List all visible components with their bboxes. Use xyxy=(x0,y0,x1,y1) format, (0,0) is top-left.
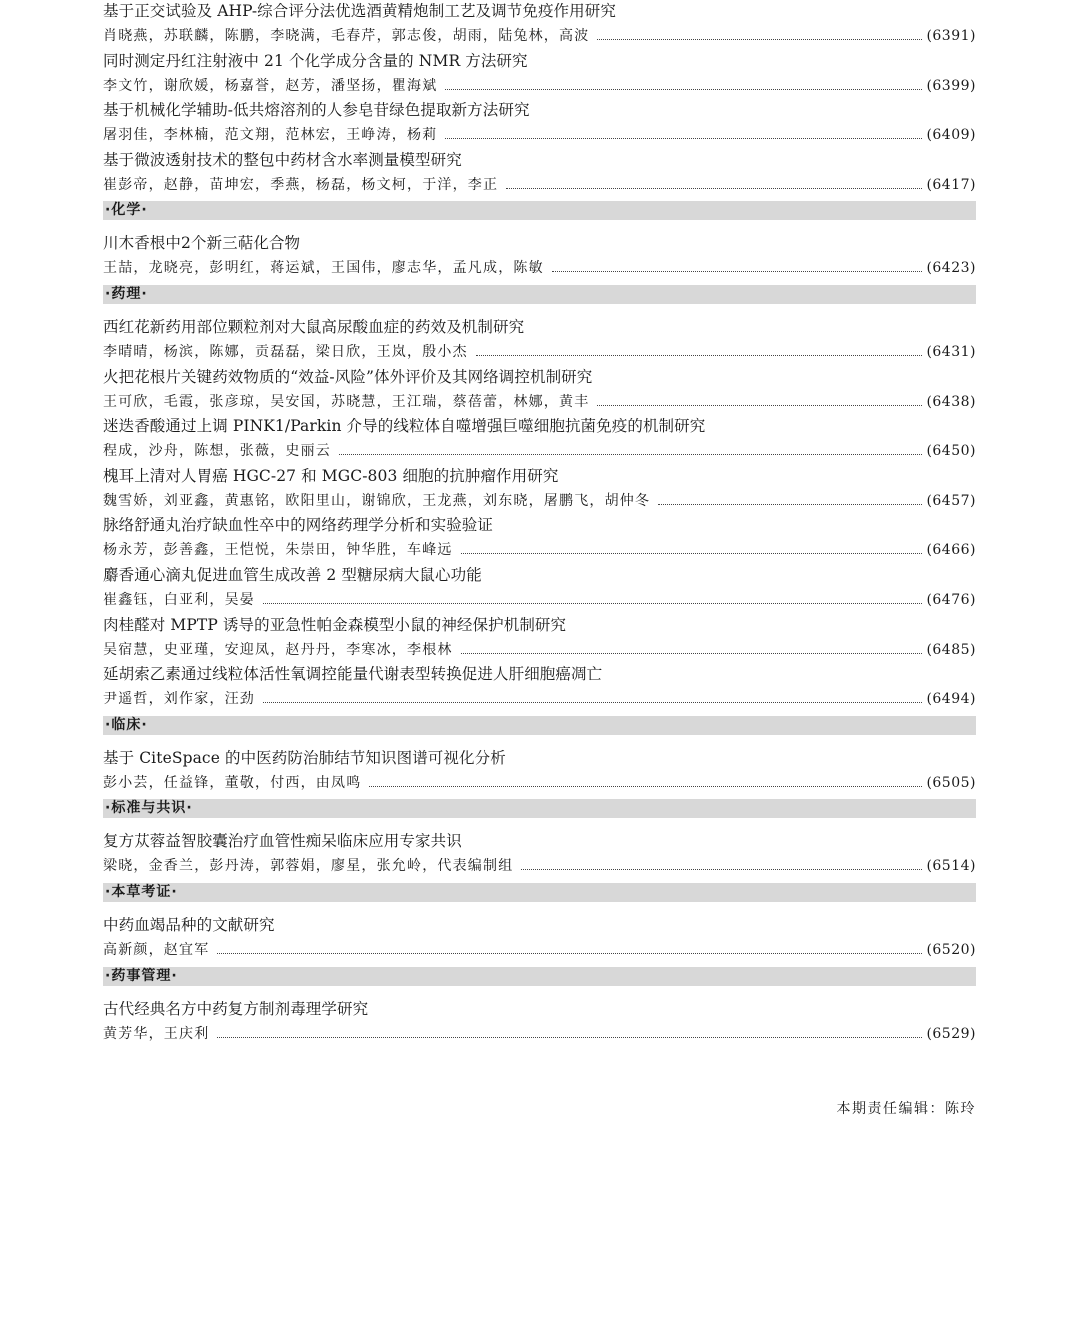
page-number: (6529) xyxy=(926,1025,976,1042)
author-line xyxy=(103,1024,976,1044)
author-line xyxy=(103,76,976,96)
dot-leader xyxy=(445,137,922,139)
article-authors: 屠羽佳，李林楠，范文翔，范林宏，王峥涛，杨莉 xyxy=(103,127,438,144)
page-number: (6520) xyxy=(926,941,976,958)
author-line xyxy=(103,441,976,461)
dot-leader xyxy=(369,785,922,787)
toc-entry[interactable] xyxy=(103,149,976,199)
page-number: (6423) xyxy=(926,260,976,277)
author-line xyxy=(103,540,976,560)
article-title[interactable]: 肉桂醛对 MPTP 诱导的亚急性帕金森模型小鼠的神经保护机制研究 xyxy=(103,615,567,634)
dot-leader xyxy=(217,952,922,954)
dot-leader xyxy=(217,1036,922,1038)
toc-entry[interactable] xyxy=(103,514,976,564)
article-title[interactable]: 中药血竭品种的文献研究 xyxy=(103,915,275,934)
article-authors: 高新颜，赵宜军 xyxy=(103,941,210,958)
page-number: (6514) xyxy=(926,858,976,875)
page-number: (6505) xyxy=(926,774,976,791)
dot-leader xyxy=(461,552,923,554)
page-number: (6457) xyxy=(926,492,976,509)
page-number: (6431) xyxy=(926,343,976,360)
toc-entry[interactable] xyxy=(103,614,976,664)
article-title[interactable]: 延胡索乙素通过线粒体活性氧调控能量代谢表型转换促进人肝细胞癌凋亡 xyxy=(103,665,603,684)
toc-entry[interactable] xyxy=(103,50,976,100)
article-title[interactable]: 麝香通心滴丸促进血管生成改善 2 型糖尿病大鼠心功能 xyxy=(103,565,482,584)
article-authors: 梁晓，金香兰，彭丹涛，郭蓉娟，廖星，张允岭，代表编制组 xyxy=(103,858,514,875)
article-title[interactable]: 同时测定丹红注射液中 21 个化学成分含量的 NMR 方法研究 xyxy=(103,51,528,70)
author-line xyxy=(103,856,976,876)
dot-leader xyxy=(461,652,923,654)
section-header: ·药理· xyxy=(103,285,976,304)
article-authors: 肖晓燕，苏联麟，陈鹏，李晓满，毛春芹，郭志俊，胡雨，陆兔林，高波 xyxy=(103,28,590,44)
dot-leader xyxy=(658,503,922,505)
toc-entry[interactable] xyxy=(103,366,976,416)
toc-entry[interactable] xyxy=(103,465,976,515)
article-authors: 吴宿慧，史亚瑾，安迎凤，赵丹丹，李寒冰，李根林 xyxy=(103,641,453,658)
article-title[interactable]: 基于正交试验及 AHP-综合评分法优选酒黄精炮制工艺及调节免疫作用研究 xyxy=(103,2,616,20)
article-authors: 崔鑫钰，白亚利，吴晏 xyxy=(103,591,255,608)
article-authors: 王喆，龙晓亮，彭明红，蒋运斌，王国伟，廖志华，孟凡成，陈敏 xyxy=(103,260,544,277)
article-title[interactable]: 基于微波透射技术的整包中药材含水率测量模型研究 xyxy=(103,150,462,169)
toc-entry[interactable] xyxy=(103,316,976,366)
section-header: ·标准与共识· xyxy=(103,799,976,818)
author-line xyxy=(103,640,976,660)
dot-leader xyxy=(521,868,922,870)
article-title[interactable]: 古代经典名方中药复方制剂毒理学研究 xyxy=(103,999,369,1018)
page-number: (6438) xyxy=(926,393,976,410)
article-authors: 王可欣，毛霞，张彦琼，吴安国，苏晓慧，王江瑞，蔡蓓蕾，林娜，黄丰 xyxy=(103,393,590,410)
article-title[interactable]: 槐耳上清对人胃癌 HGC-27 和 MGC-803 细胞的抗肿瘤作用研究 xyxy=(103,466,559,485)
article-authors: 李文竹，谢欣媛，杨嘉誉，赵芳，潘坚扬，瞿海斌 xyxy=(103,77,438,94)
author-line xyxy=(103,342,976,362)
author-line xyxy=(103,392,976,412)
article-authors: 尹遥哲，刘作家，汪劲 xyxy=(103,691,255,708)
toc-entry[interactable] xyxy=(103,663,976,713)
article-title[interactable]: 基于 CiteSpace 的中医药防治肺结节知识图谱可视化分析 xyxy=(103,748,506,767)
page-number: (6494) xyxy=(926,691,976,708)
article-title[interactable]: 复方苁蓉益智胶囊治疗血管性痴呆临床应用专家共识 xyxy=(103,832,462,851)
toc-entry[interactable] xyxy=(103,747,976,797)
article-title[interactable]: 基于机械化学辅助-低共熔溶剂的人参皂苷绿色提取新方法研究 xyxy=(103,101,530,120)
article-authors: 魏雪娇，刘亚鑫，黄惠铭，欧阳里山，谢锦欣，王龙燕，刘东晓，屠鹏飞，胡仲冬 xyxy=(103,492,651,509)
toc-entry[interactable] xyxy=(103,99,976,149)
article-authors: 彭小芸，任益锋，董敬，付西，由凤鸣 xyxy=(103,774,362,791)
section-header: ·临床· xyxy=(103,716,976,735)
section-header: ·本草考证· xyxy=(103,883,976,902)
author-line xyxy=(103,258,976,278)
toc-entry[interactable] xyxy=(103,564,976,614)
article-title[interactable]: 脉络舒通丸治疗缺血性卒中的网络药理学分析和实验验证 xyxy=(103,516,494,535)
page-number: (6450) xyxy=(926,443,976,460)
responsible-editor: 本期责任编辑：陈玲 xyxy=(836,1101,976,1117)
section-header: ·化学· xyxy=(103,201,976,220)
toc-entry[interactable] xyxy=(103,415,976,465)
author-line xyxy=(103,940,976,960)
page-number: (6417) xyxy=(926,176,976,193)
article-authors: 黄芳华，王庆利 xyxy=(103,1025,210,1042)
author-line xyxy=(103,491,976,511)
toc-entry[interactable] xyxy=(103,232,976,282)
article-title[interactable]: 西红花新药用部位颗粒剂对大鼠高尿酸血症的药效及机制研究 xyxy=(103,317,525,336)
table-of-contents xyxy=(103,0,976,1047)
toc-entry[interactable] xyxy=(103,998,976,1048)
article-authors: 杨永芳，彭善鑫，王恺悦，朱崇田，钟华胜，车峰远 xyxy=(103,542,453,559)
article-authors: 程成，沙舟，陈想，张薇，史丽云 xyxy=(103,443,331,460)
dot-leader xyxy=(476,354,923,356)
article-title[interactable]: 火把花根片关键药效物质的“效益-风险”体外评价及其网络调控机制研究 xyxy=(103,367,593,386)
author-line xyxy=(103,175,976,195)
dot-leader xyxy=(597,404,922,406)
section-header: ·药事管理· xyxy=(103,967,976,986)
page-number: (6476) xyxy=(926,591,976,608)
article-authors: 李晴晴，杨滨，陈娜，贡磊磊，梁日欣，王岚，殷小杰 xyxy=(103,343,468,360)
dot-leader xyxy=(445,88,922,90)
dot-leader xyxy=(597,38,922,40)
dot-leader xyxy=(552,270,923,272)
page-number: (6391) xyxy=(926,28,976,44)
toc-entry[interactable] xyxy=(103,914,976,964)
article-title[interactable]: 川木香根中2个新三萜化合物 xyxy=(103,234,301,253)
page-number: (6485) xyxy=(926,641,976,658)
dot-leader xyxy=(339,453,922,455)
author-line xyxy=(103,26,976,46)
article-title[interactable]: 迷迭香酸通过上调 PINK1/Parkin 介导的线粒体自噬增强巨噬细胞抗菌免疫的机制研究 xyxy=(103,417,706,436)
dot-leader xyxy=(263,701,922,703)
toc-entry[interactable] xyxy=(103,0,976,50)
page-number: (6409) xyxy=(926,127,976,144)
dot-leader xyxy=(506,187,922,189)
author-line xyxy=(103,590,976,610)
author-line xyxy=(103,689,976,709)
article-authors: 崔彭帝，赵静，苗坤宏，季燕，杨磊，杨文柯，于洋，李正 xyxy=(103,176,499,193)
dot-leader xyxy=(263,602,922,604)
page-number: (6399) xyxy=(926,77,976,94)
author-line xyxy=(103,125,976,145)
author-line xyxy=(103,773,976,793)
toc-entry[interactable] xyxy=(103,830,976,880)
page-number: (6466) xyxy=(926,542,976,559)
